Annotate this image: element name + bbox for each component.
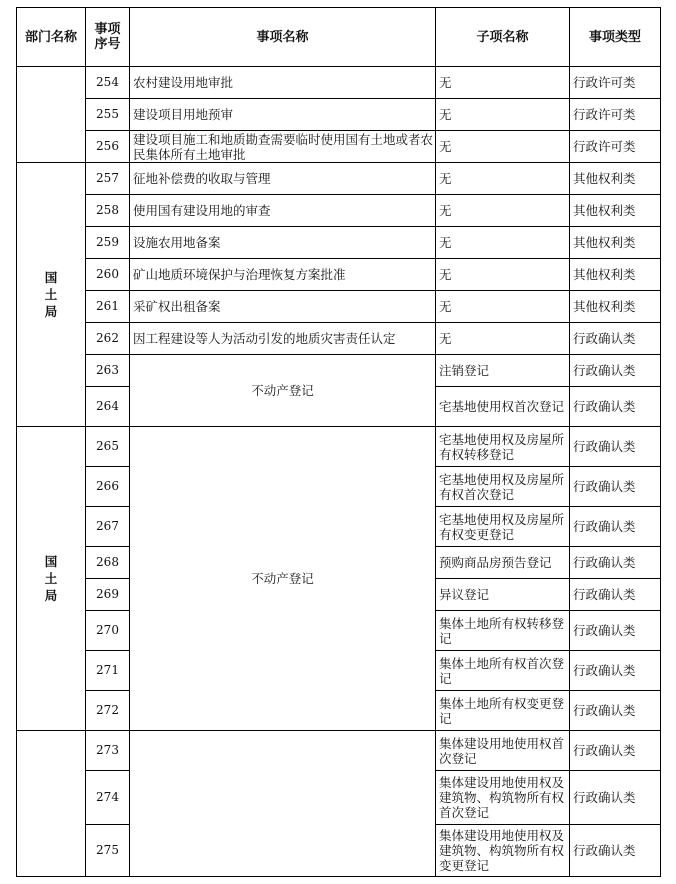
item-cell: 因工程建设等人为活动引发的地质灾害责任认定 xyxy=(130,323,436,355)
type-cell: 行政确认类 xyxy=(570,387,661,427)
subitem-cell: 注销登记 xyxy=(436,355,570,387)
type-cell: 行政确认类 xyxy=(570,355,661,387)
subitem-cell: 集体土地所有权变更登记 xyxy=(436,691,570,731)
table-row xyxy=(17,195,661,227)
dept-cell: 国土局 xyxy=(17,427,86,731)
subitem-cell: 集体土地所有权首次登记 xyxy=(436,651,570,691)
type-cell: 其他权利类 xyxy=(570,227,661,259)
matters-table xyxy=(16,7,661,877)
seq-cell: 261 xyxy=(86,291,130,323)
subitem-cell: 无 xyxy=(436,227,570,259)
type-cell: 行政确认类 xyxy=(570,467,661,507)
subitem-cell: 无 xyxy=(436,259,570,291)
subitem-cell: 无 xyxy=(436,163,570,195)
header-dept: 部门名称 xyxy=(17,8,86,67)
subitem-cell: 异议登记 xyxy=(436,579,570,611)
header-item: 事项名称 xyxy=(130,8,436,67)
item-cell: 建设项目施工和地质勘查需要临时使用国有土地或者农民集体所有土地审批 xyxy=(130,131,436,163)
table-row xyxy=(17,731,661,771)
seq-cell: 254 xyxy=(86,67,130,99)
seq-cell: 264 xyxy=(86,387,130,427)
type-cell: 行政确认类 xyxy=(570,579,661,611)
subitem-cell: 集体建设用地使用权首次登记 xyxy=(436,731,570,771)
table-row xyxy=(17,259,661,291)
subitem-cell: 无 xyxy=(436,195,570,227)
type-cell: 行政许可类 xyxy=(570,67,661,99)
header-seq: 事项序号 xyxy=(86,8,130,67)
table-row xyxy=(17,427,661,467)
seq-cell: 257 xyxy=(86,163,130,195)
item-cell: 矿山地质环境保护与治理恢复方案批准 xyxy=(130,259,436,291)
subitem-cell: 宅基地使用权及房屋所有权首次登记 xyxy=(436,467,570,507)
seq-cell: 255 xyxy=(86,99,130,131)
type-cell: 行政确认类 xyxy=(570,691,661,731)
header-row xyxy=(17,8,661,67)
type-cell: 其他权利类 xyxy=(570,163,661,195)
dept-cell: 国土局 xyxy=(17,163,86,427)
seq-cell: 275 xyxy=(86,825,130,877)
type-cell: 行政许可类 xyxy=(570,99,661,131)
item-cell: 不动产登记 xyxy=(130,355,436,427)
type-cell: 其他权利类 xyxy=(570,259,661,291)
seq-cell: 260 xyxy=(86,259,130,291)
type-cell: 行政确认类 xyxy=(570,771,661,825)
subitem-cell: 无 xyxy=(436,131,570,163)
type-cell: 行政确认类 xyxy=(570,825,661,877)
table-row xyxy=(17,355,661,387)
type-cell: 行政确认类 xyxy=(570,427,661,467)
subitem-cell: 宅基地使用权及房屋所有权转移登记 xyxy=(436,427,570,467)
seq-cell: 259 xyxy=(86,227,130,259)
header-type: 事项类型 xyxy=(570,8,661,67)
table-row xyxy=(17,67,661,99)
subitem-cell: 无 xyxy=(436,67,570,99)
table-row xyxy=(17,323,661,355)
subitem-cell: 无 xyxy=(436,291,570,323)
seq-cell: 268 xyxy=(86,547,130,579)
type-cell: 行政确认类 xyxy=(570,731,661,771)
item-cell xyxy=(130,731,436,877)
item-cell: 采矿权出租备案 xyxy=(130,291,436,323)
type-cell: 其他权利类 xyxy=(570,291,661,323)
table-row xyxy=(17,163,661,195)
seq-cell: 258 xyxy=(86,195,130,227)
item-cell: 设施农用地备案 xyxy=(130,227,436,259)
type-cell: 行政确认类 xyxy=(570,611,661,651)
subitem-cell: 无 xyxy=(436,323,570,355)
subitem-cell: 无 xyxy=(436,99,570,131)
item-cell: 征地补偿费的收取与管理 xyxy=(130,163,436,195)
item-cell: 农村建设用地审批 xyxy=(130,67,436,99)
table-row xyxy=(17,227,661,259)
subitem-cell: 集体土地所有权转移登记 xyxy=(436,611,570,651)
seq-cell: 269 xyxy=(86,579,130,611)
seq-cell: 263 xyxy=(86,355,130,387)
subitem-cell: 预购商品房预告登记 xyxy=(436,547,570,579)
table-row xyxy=(17,99,661,131)
seq-cell: 271 xyxy=(86,651,130,691)
table-row xyxy=(17,131,661,163)
dept-cell xyxy=(17,731,86,877)
subitem-cell: 宅基地使用权首次登记 xyxy=(436,387,570,427)
dept-cell xyxy=(17,67,86,163)
type-cell: 其他权利类 xyxy=(570,195,661,227)
type-cell: 行政确认类 xyxy=(570,547,661,579)
subitem-cell: 集体建设用地使用权及建筑物、构筑物所有权变更登记 xyxy=(436,825,570,877)
subitem-cell: 集体建设用地使用权及建筑物、构筑物所有权首次登记 xyxy=(436,771,570,825)
seq-cell: 262 xyxy=(86,323,130,355)
item-cell: 使用国有建设用地的审查 xyxy=(130,195,436,227)
seq-cell: 272 xyxy=(86,691,130,731)
table-row xyxy=(17,291,661,323)
seq-cell: 266 xyxy=(86,467,130,507)
seq-cell: 270 xyxy=(86,611,130,651)
subitem-cell: 宅基地使用权及房屋所有权变更登记 xyxy=(436,507,570,547)
seq-cell: 273 xyxy=(86,731,130,771)
seq-cell: 274 xyxy=(86,771,130,825)
seq-cell: 267 xyxy=(86,507,130,547)
type-cell: 行政确认类 xyxy=(570,323,661,355)
item-cell: 建设项目用地预审 xyxy=(130,99,436,131)
type-cell: 行政确认类 xyxy=(570,507,661,547)
type-cell: 行政确认类 xyxy=(570,651,661,691)
item-cell: 不动产登记 xyxy=(130,427,436,731)
seq-cell: 256 xyxy=(86,131,130,163)
seq-cell: 265 xyxy=(86,427,130,467)
header-subitem: 子项名称 xyxy=(436,8,570,67)
type-cell: 行政许可类 xyxy=(570,131,661,163)
